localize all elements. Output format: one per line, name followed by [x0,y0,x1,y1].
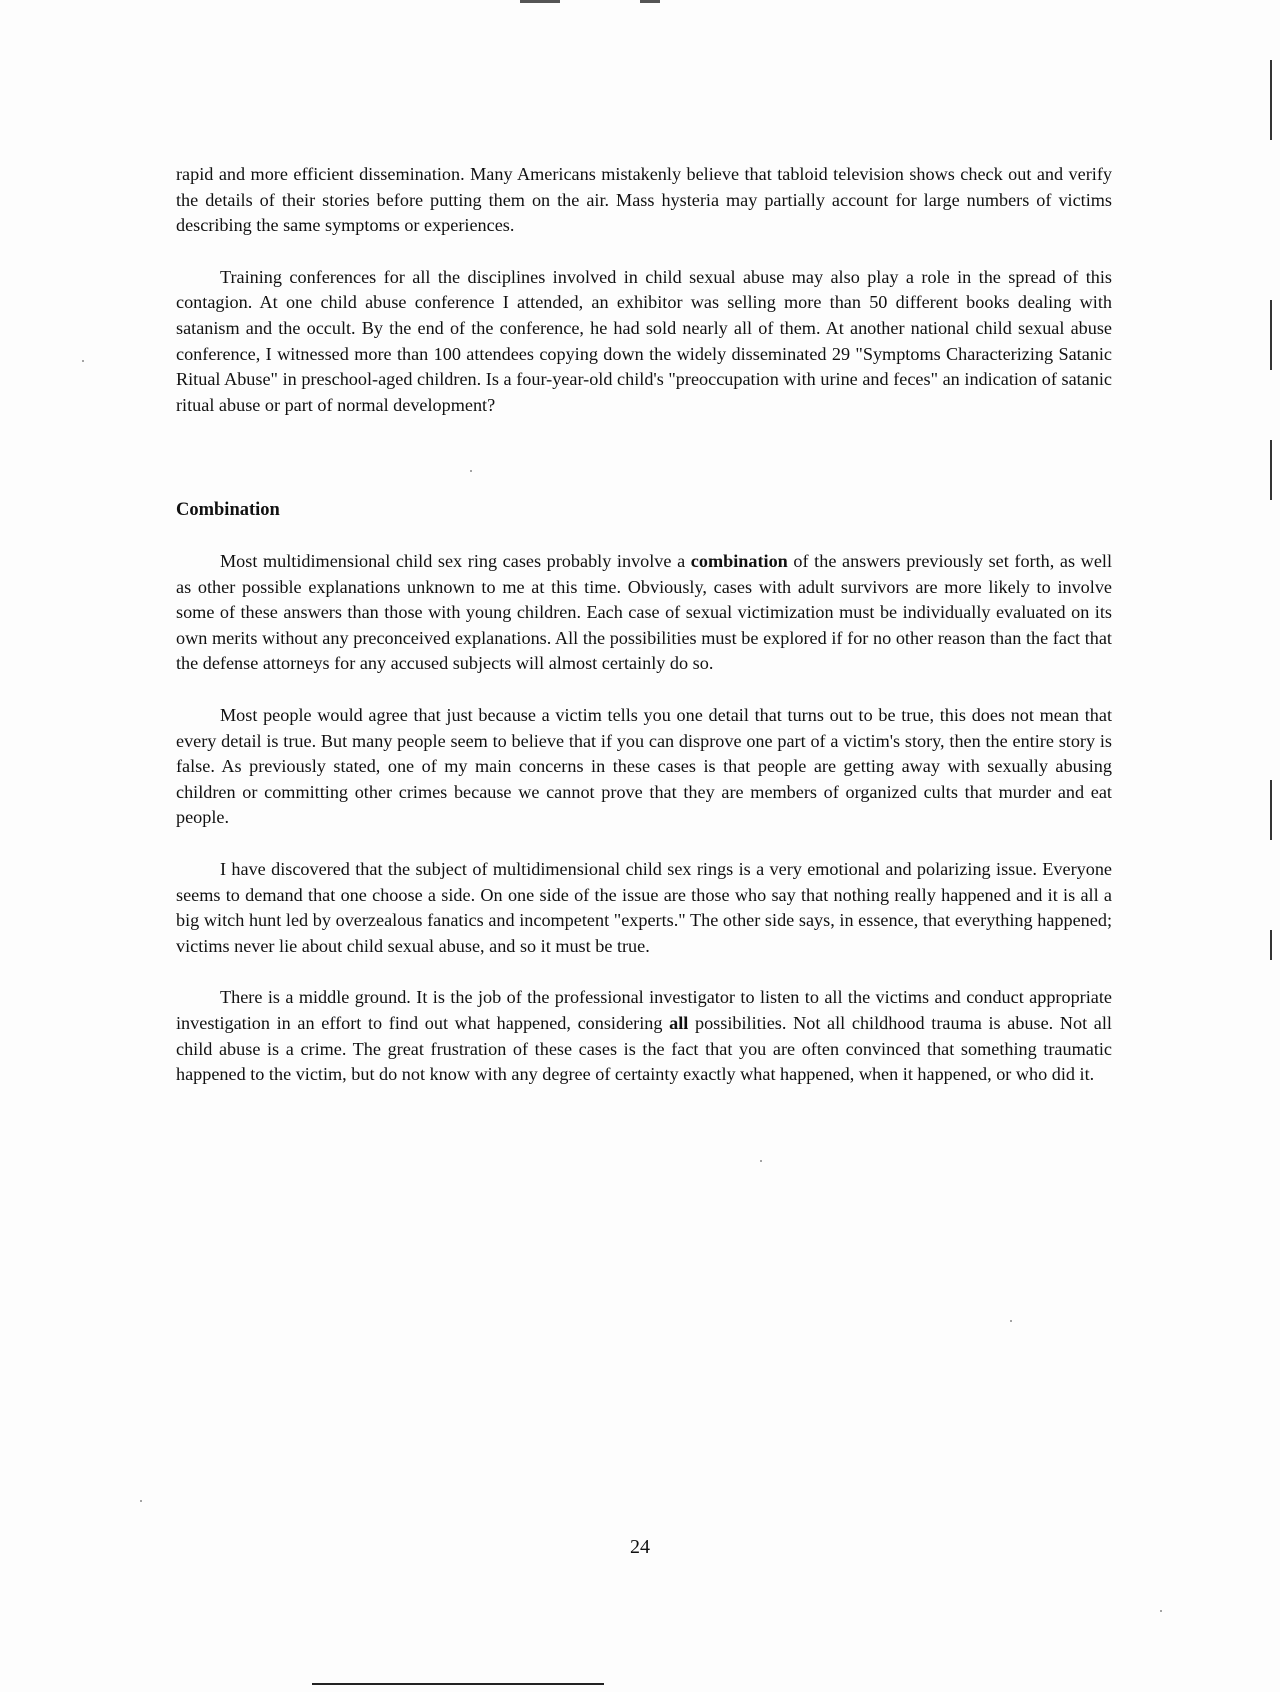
section-heading: Combination [176,500,280,520]
scan-artifact-top [520,0,560,3]
page-number: 24 [630,1536,650,1558]
scan-artifact-right-edge [1270,440,1272,500]
scan-speck [1010,1320,1012,1322]
body-paragraph: Training conferences for all the disciplines involved in child sexual abuse may also play a role in the spread of this contagion. At one child abuse conference I attended, an exhibitor was selling more than 50 different books dealing with satanism and the occult. By the end of the conference, he had sold nearly all of them. At another national child sexual abuse conference, I witnessed more than 100 attendees copying down the widely disseminated 29 "Symptoms Characterizing Satanic Ritual Abuse" in preschool-aged children. Is a four-year-old child's "preoccupation with urine and feces" an indication of satanic ritual abuse or part of normal development? [176,266,1112,415]
scan-speck [82,360,84,362]
scan-artifact-right-edge [1270,300,1272,370]
scan-artifact-right-edge [1270,780,1272,840]
paragraph-text: There is a middle ground. It is the job of the professional investigator to listen to all the victims and conduct appropriate investigation in an effort to find out what happened, considering [176,987,1112,1033]
body-paragraph: I have discovered that the subject of multidimensional child sex rings is a very emotional and polarizing issue. Everyone seems to demand that one choose a side. On one side of the issue are those who say that nothing really happened and it is all a big witch hunt led by overzealous fanatics and incompetent "experts." The other side says, in essence, that everything happened; victims never lie about child sexual abuse, and so it must be true. [176,858,1112,956]
intro-text-block [176,162,1112,418]
paragraph-text: Most multidimensional child sex ring cases probably involve a [220,551,691,571]
body-paragraph: Most people would agree that just because a victim tells you one detail that turns out to be true, this does not mean that every detail is true. But many people seem to believe that if you can disprove one part of a victim's story, then the entire story is false. As previously stated, one of my main concerns in these cases is that people are getting away with sexually abusing children or committing other crimes because we cannot prove that they are members of organized cults that murder and eat people. [176,704,1112,828]
footer-rule [312,1683,604,1685]
paragraph-text: possibilities. Not all childhood trauma is abuse. Not all child abuse is a crime. The great frustration of these cases is the fact that you are often convinced that something traumatic happened to the victim, but do not know with any degree of certainty exactly what happened, when it happened, or who did it. [176,1012,1112,1085]
scan-artifact-right-edge [1270,930,1272,960]
scan-artifact-right-edge [1270,60,1272,140]
paragraph-text: of the answers previously set forth, as well as other possible explanations unknown to me at this time. Obviously, cases with adult survivors are more likely to involve some of these answers than those with young children. Each case of sexual victimization must be individually evaluated on its own merits without any preconceived explanations. All the possibilities must be explored if for no other reason than the fact that the defense attorneys for any accused subjects will almost certainly do so. [176,551,1112,674]
scan-speck [470,470,472,472]
scan-speck [1160,1610,1162,1612]
emphasis-text: combination [690,551,788,571]
emphasis-text: all [669,1012,689,1033]
scan-speck [140,1500,142,1502]
body-paragraph [176,549,1112,677]
scan-artifact-top [640,0,660,3]
scan-speck [760,1160,762,1162]
body-paragraph [176,985,1112,1087]
combination-text-block [176,549,1112,1088]
body-paragraph: rapid and more efficient dissemination. Many Americans mistakenly believe that tabloid television shows check out and verify the details of their stories before putting them on the air. Mass hysteria may partially account for large numbers of victims describing the same symptoms or experiences. [176,164,1112,236]
